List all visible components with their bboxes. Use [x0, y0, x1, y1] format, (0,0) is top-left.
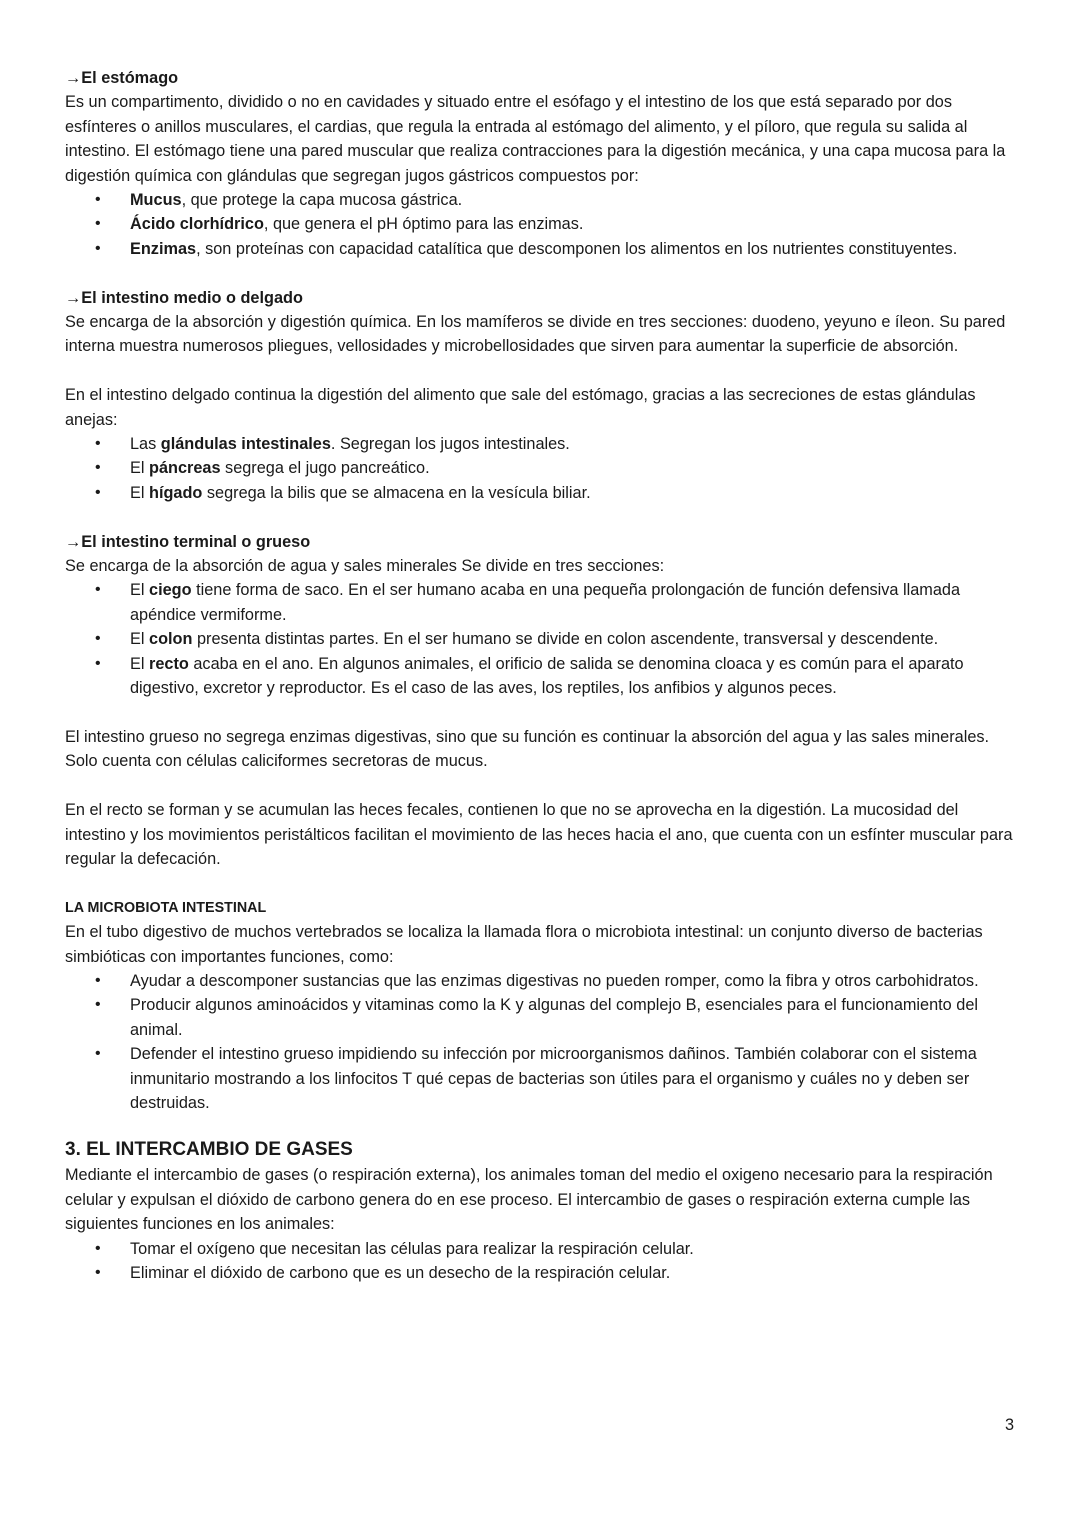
list-item: • Ayudar a descomponer sustancias que las enzimas digestivas no pueden romper, como la fibra y otros carbohidratos.: [130, 969, 1015, 993]
list-item: • Ácido clorhídrico, que genera el pH óptimo para las enzimas.: [130, 212, 1015, 236]
small-intestine-heading: →El intestino medio o delgado: [65, 288, 303, 307]
small-intestine-intro: Se encarga de la absorción y digestión química. En los mamíferos se divide en tres secciones: duodeno, yeyuno e íleon. Su pared interna muestra numerosos pliegues, vellosidades y microbellosidades que sirven para aumentar la superficie de absorción.: [65, 313, 1006, 356]
gas-exchange-title: 3. EL INTERCAMBIO DE GASES: [65, 1139, 353, 1161]
bullet-icon: •: [95, 1239, 101, 1257]
microbiota-list: [65, 969, 1015, 1115]
list-item: • Tomar el oxígeno que necesitan las células para realizar la respiración celular.: [130, 1237, 1015, 1261]
microbiota-heading: LA MICROBIOTA INTESTINAL: [65, 899, 267, 916]
list-item: • El páncreas segrega el jugo pancreático.: [130, 456, 1015, 480]
list-item: • El recto acaba en el ano. En algunos animales, el orificio de salida se denomina cloaca y es común para el aparato digestivo, excretor y reproductor. Es el caso de las aves, los reptiles, los anfibios y algunos peces.: [130, 652, 1015, 701]
large-intestine-list: [65, 578, 1015, 700]
large-intestine-heading: →El intestino terminal o grueso: [65, 532, 311, 551]
bullet-icon: •: [95, 630, 101, 648]
stomach-heading: →El estómago: [65, 69, 179, 87]
bullet-icon: •: [95, 581, 101, 599]
list-item: • El ciego tiene forma de saco. En el ser humano acaba en una pequeña prolongación de función defensiva llamada apéndice vermiforme.: [130, 578, 1015, 627]
bullet-icon: •: [95, 996, 101, 1014]
list-item: • El hígado segrega la bilis que se almacena en la vesícula biliar.: [130, 481, 1015, 505]
list-item: • El colon presenta distintas partes. En el ser humano se divide en colon ascendente, transversal y descendente.: [130, 627, 1015, 651]
bullet-icon: •: [95, 459, 101, 477]
bullet-icon: •: [95, 191, 101, 209]
list-item: • Enzimas, son proteínas con capacidad catalítica que descomponen los alimentos en los nutrientes constituyentes.: [130, 237, 1015, 261]
list-item: • Eliminar el dióxido de carbono que es un desecho de la respiración celular.: [130, 1261, 1015, 1285]
stomach-list: [65, 188, 1015, 261]
stomach-intro: Es un compartimento, dividido o no en cavidades y situado entre el esófago y el intestino de los que está separado por dos esfínteres o anillos musculares, el cardias, que regula la entrada al estómago del alimento, y el píloro, que regula su salida al intestino. El estómago tiene una pared muscular que realiza contracciones para la digestión mecánica, y una capa mucosa para la digestión química con glándulas que segregan jugos gástricos compuestos por:: [65, 93, 1006, 185]
bullet-icon: •: [95, 435, 101, 453]
small-intestine-list: [65, 432, 1015, 505]
gas-exchange-list: [65, 1237, 1015, 1286]
page-number: 3: [1004, 1416, 1014, 1434]
list-item: • Producir algunos aminoácidos y vitaminas como la K y algunas del complejo B, esenciales para el funcionamiento del animal.: [130, 993, 1015, 1042]
large-intestine-para-2: El intestino grueso no segrega enzimas digestivas, sino que su función es continuar la absorción del agua y las sales minerales. Solo cuenta con células caliciformes secretoras de mucus.: [65, 727, 990, 771]
bullet-icon: •: [95, 483, 101, 501]
bullet-icon: •: [95, 215, 101, 233]
list-item: • Defender el intestino grueso impidiendo su infección por microorganismos dañinos. También colaborar con el sistema inmunitario mostrando a los linfocitos T qué cepas de bacterias son útiles para el organismo y cuáles no y deben ser destruidas.: [130, 1042, 1015, 1115]
document-page: [65, 66, 1015, 1285]
gas-exchange-intro: Mediante el intercambio de gases (o respiración externa), los animales toman del medio el oxigeno necesario para la respiración celular y expulsan el dióxido de carbono genera do en ese proceso. El intercambio de gases o respiración externa cumple las siguientes funciones en los animales:: [65, 1166, 993, 1234]
bullet-icon: •: [95, 971, 101, 989]
large-intestine-para-3: En el recto se forman y se acumulan las heces fecales, contienen lo que no se aprovecha en la digestión. La mucosidad del intestino y los movimientos peristálticos facilitan el movimiento de las heces hacia el ano, que cuenta con un esfínter muscular para regular la defecación.: [65, 801, 1013, 868]
list-item: • Mucus, que protege la capa mucosa gástrica.: [130, 188, 1015, 212]
bullet-icon: •: [95, 1264, 101, 1281]
bullet-icon: •: [95, 239, 101, 257]
list-item: • Las glándulas intestinales. Segregan los jugos intestinales.: [130, 432, 1015, 456]
small-intestine-intro-2: En el intestino delgado continua la digestión del alimento que sale del estómago, gracias a las secreciones de estas glándulas anejas:: [65, 386, 976, 429]
large-intestine-intro: Se encarga de la absorción de agua y sales minerales Se divide en tres secciones:: [65, 557, 665, 576]
bullet-icon: •: [95, 654, 101, 672]
bullet-icon: •: [95, 1045, 101, 1063]
microbiota-intro: En el tubo digestivo de muchos vertebrados se localiza la llamada flora o microbiota intestinal: un conjunto diverso de bacterias simbióticas con importantes funciones, como:: [65, 923, 983, 966]
